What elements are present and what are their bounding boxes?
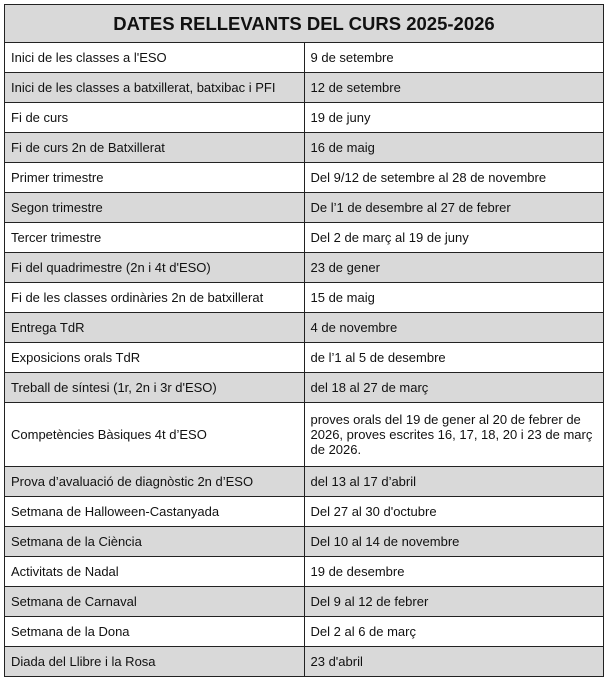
event-cell: Activitats de Nadal	[5, 557, 305, 587]
table-row	[5, 467, 604, 497]
date-cell: del 18 al 27 de març	[304, 373, 604, 403]
date-cell: Del 2 al 6 de març	[304, 617, 604, 647]
date-cell: 19 de juny	[304, 103, 604, 133]
date-cell: 4 de novembre	[304, 313, 604, 343]
table-row	[5, 373, 604, 403]
date-cell: Del 9 al 12 de febrer	[304, 587, 604, 617]
date-cell: 23 de gener	[304, 253, 604, 283]
event-cell: Exposicions orals TdR	[5, 343, 305, 373]
event-cell: Competències Bàsiques 4t d’ESO	[5, 403, 305, 467]
date-cell: 12 de setembre	[304, 73, 604, 103]
table-title: DATES RELLEVANTS DEL CURS 2025-2026	[5, 5, 604, 43]
event-cell: Prova d’avaluació de diagnòstic 2n d’ESO	[5, 467, 305, 497]
table-row	[5, 223, 604, 253]
event-cell: Tercer trimestre	[5, 223, 305, 253]
date-cell: 19 de desembre	[304, 557, 604, 587]
table-row	[5, 647, 604, 677]
date-cell: De l’1 de desembre al 27 de febrer	[304, 193, 604, 223]
event-cell: Inici de les classes a l'ESO	[5, 43, 305, 73]
table-row	[5, 557, 604, 587]
date-cell: Del 27 al 30 d'octubre	[304, 497, 604, 527]
table-row	[5, 163, 604, 193]
event-cell: Diada del Llibre i la Rosa	[5, 647, 305, 677]
event-cell: Fi de curs	[5, 103, 305, 133]
table-row	[5, 193, 604, 223]
event-cell: Primer trimestre	[5, 163, 305, 193]
dates-table	[4, 4, 604, 677]
table-row	[5, 527, 604, 557]
date-cell: Del 2 de març al 19 de juny	[304, 223, 604, 253]
date-cell: proves orals del 19 de gener al 20 de febrer de 2026, proves escrites 16, 17, 18, 20 i 23 de març de 2026.	[304, 403, 604, 467]
event-cell: Fi de les classes ordinàries 2n de batxillerat	[5, 283, 305, 313]
event-cell: Setmana de la Ciència	[5, 527, 305, 557]
date-cell: de l’1 al 5 de desembre	[304, 343, 604, 373]
table-row	[5, 283, 604, 313]
event-cell: Setmana de Carnaval	[5, 587, 305, 617]
event-cell: Inici de les classes a batxillerat, batxibac i PFI	[5, 73, 305, 103]
event-cell: Fi del quadrimestre (2n i 4t d'ESO)	[5, 253, 305, 283]
table-row	[5, 43, 604, 73]
table-row	[5, 343, 604, 373]
date-cell: 9 de setembre	[304, 43, 604, 73]
event-cell: Entrega TdR	[5, 313, 305, 343]
date-cell: 15 de maig	[304, 283, 604, 313]
table-row	[5, 497, 604, 527]
table-row	[5, 587, 604, 617]
table-body	[5, 43, 604, 677]
table-row	[5, 313, 604, 343]
event-cell: Treball de síntesi (1r, 2n i 3r d'ESO)	[5, 373, 305, 403]
event-cell: Fi de curs 2n de Batxillerat	[5, 133, 305, 163]
date-cell: del 13 al 17 d’abril	[304, 467, 604, 497]
event-cell: Setmana de Halloween-Castanyada	[5, 497, 305, 527]
date-cell: 16 de maig	[304, 133, 604, 163]
table-row	[5, 617, 604, 647]
event-cell: Segon trimestre	[5, 193, 305, 223]
date-cell: Del 10 al 14 de novembre	[304, 527, 604, 557]
event-cell: Setmana de la Dona	[5, 617, 305, 647]
table-row	[5, 73, 604, 103]
table-row	[5, 253, 604, 283]
date-cell: 23 d'abril	[304, 647, 604, 677]
date-cell: Del 9/12 de setembre al 28 de novembre	[304, 163, 604, 193]
table-row	[5, 403, 604, 467]
table-row	[5, 103, 604, 133]
table-row	[5, 133, 604, 163]
